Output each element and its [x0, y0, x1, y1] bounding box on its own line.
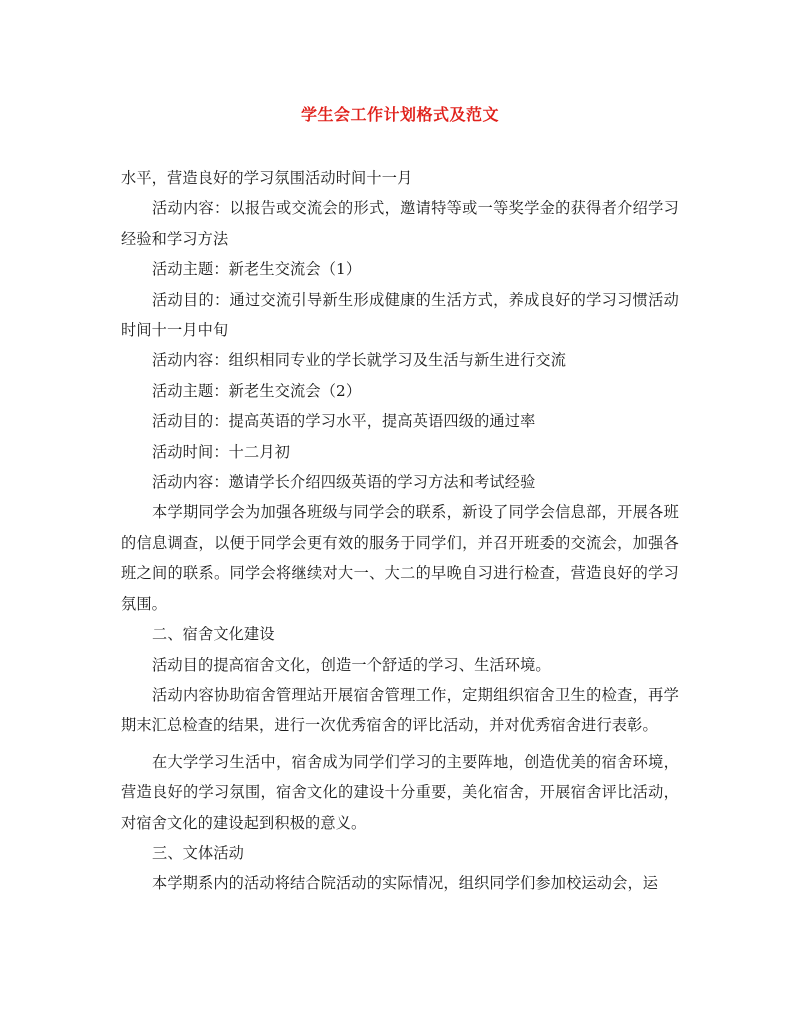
document-title: 学生会工作计划格式及范文: [300, 105, 499, 124]
paragraph: 在大学学习生活中，宿舍成为同学们学习的主要阵地，创造优美的宿舍环境，营造良好的学习氛围，宿舍文化的建设十分重要，美化宿舍，开展宿舍评比活动，对宿舍文化的建设起到积极的意义。: [121, 752, 679, 832]
paragraph: 活动目的：提高英语的学习水平，提高英语四级的通过率: [152, 412, 536, 431]
paragraph: 活动内容协助宿舍管理站开展宿舍管理工作，定期组织宿舍卫生的检查，再学期末汇总检查的结果，进行一次优秀宿舍的评比活动，并对优秀宿舍进行表彰。: [121, 685, 679, 735]
paragraph: 二、宿舍文化建设: [152, 625, 275, 644]
paragraph: 水平，营造良好的学习氛围活动时间十一月: [121, 169, 413, 187]
paragraph: 活动目的：通过交流引导新生形成健康的生活方式，养成良好的学习习惯活动时间十一月中旬: [121, 290, 679, 340]
paragraph: 活动主题：新老生交流会（1）: [152, 260, 362, 279]
paragraph: 本学期同学会为加强各班级与同学会的联系，新设了同学会信息部，开展各班的信息调查，以便于同学会更有效的服务于同学们，并召开班委的交流会，加强各班之间的联系。同学会将继续对大一、大二的早晚自习进行检查，营造良好的学习氛围。: [121, 503, 679, 613]
paragraph: 活动目的提高宿舍文化，创造一个舒适的学习、生活环境。: [152, 655, 551, 674]
paragraph: 活动内容：以报告或交流会的形式，邀请特等或一等奖学金的获得者介绍学习经验和学习方法: [121, 199, 679, 248]
paragraph: 活动内容：组织相同专业的学长就学习及生活与新生进行交流: [152, 351, 567, 370]
paragraph: 活动主题：新老生交流会（2）: [152, 381, 362, 400]
paragraph: 活动时间：十二月初: [152, 442, 291, 461]
paragraph: 本学期系内的活动将结合院活动的实际情况，组织同学们参加校运动会，运: [152, 874, 659, 893]
paragraph: 活动内容：邀请学长介绍四级英语的学习方法和考试经验: [152, 473, 536, 492]
document-body: [121, 163, 679, 899]
paragraph: 三、文体活动: [152, 843, 245, 862]
